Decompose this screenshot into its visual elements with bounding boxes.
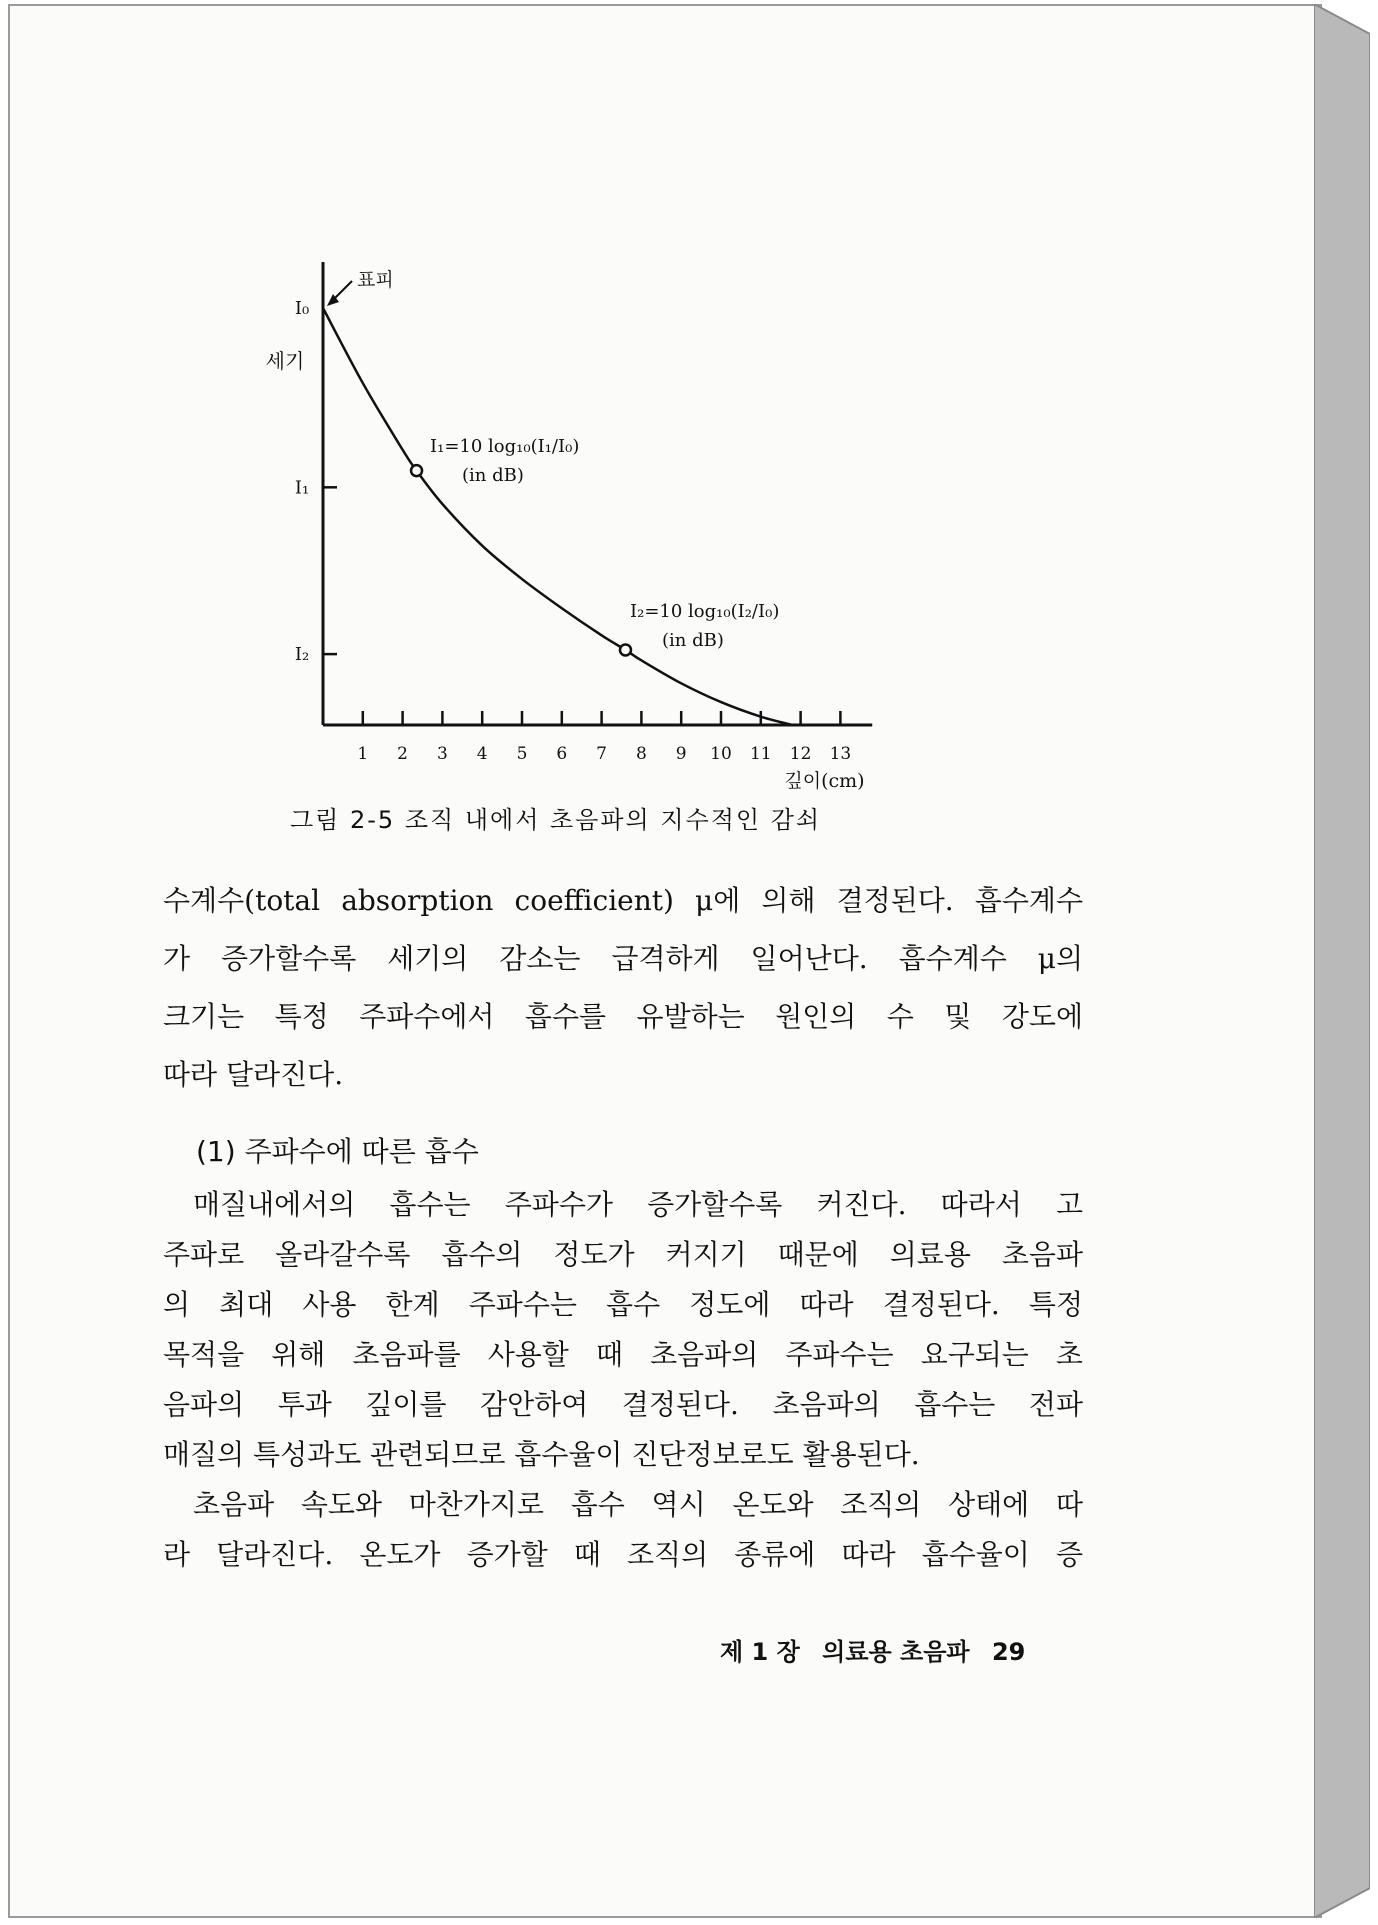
x-tick-label: 8 — [635, 744, 647, 764]
page-number: 29 — [991, 1638, 1026, 1666]
text-line: 크기는 특정 주파수에서 흡수를 유발하는 원인의 수 및 강도에 — [163, 1000, 1083, 1033]
chart-curve — [323, 269, 793, 725]
text-line: 음파의 투과 깊이를 감안하여 결정된다. 초음파의 흡수는 전파 — [163, 1388, 1083, 1421]
x-axis-label: 깊이(cm) — [784, 770, 865, 792]
x-tick-label: 7 — [596, 744, 608, 764]
y-tick-label: I₁ — [294, 477, 310, 499]
attenuation-chart — [0, 0, 1378, 800]
x-tick-label: 4 — [476, 744, 488, 764]
attenuation-curve — [323, 308, 793, 725]
x-tick-label: 13 — [829, 744, 852, 764]
point-label: I₂=10 log₁₀(I₂/I₀) — [630, 601, 780, 622]
text-line: 의 최대 사용 한계 주파수는 흡수 정도에 따라 결정된다. 특정 — [163, 1288, 1083, 1321]
paragraph-3 — [163, 1480, 1083, 1580]
text-line: 라 달라진다. 온도가 증가할 때 조직의 종류에 따라 흡수율이 증 — [163, 1538, 1083, 1571]
x-tick-label: 3 — [436, 744, 448, 764]
x-tick-label: 2 — [397, 744, 409, 764]
chart-axes — [266, 262, 873, 792]
text-line: 수계수(total absorption coefficient) μ에 의해 결정된다. 흡수계수 — [163, 884, 1083, 917]
x-tick-label: 11 — [749, 744, 772, 764]
x-tick-label: 5 — [516, 744, 528, 764]
footer-chapter: 제 1 장 — [720, 1638, 800, 1666]
text-line: 초음파 속도와 마찬가지로 흡수 역시 온도와 조직의 상태에 따 — [193, 1488, 1083, 1521]
x-tick-label: 12 — [789, 744, 812, 764]
footer-title: 의료용 초음파 — [822, 1638, 970, 1666]
chart-points — [411, 436, 779, 655]
chart-ticks — [295, 298, 851, 764]
page-footer — [720, 1632, 1039, 1667]
point-label: I₁=10 log₁₀(I₁/I₀) — [430, 436, 580, 457]
x-tick-label: 10 — [710, 744, 732, 764]
text-line: 매질의 특성과도 관련되므로 흡수율이 진단정보로도 활용된다. — [163, 1438, 920, 1471]
point-label-unit: (in dB) — [662, 630, 724, 651]
paragraph-1 — [163, 872, 1083, 1104]
text-line: 매질내에서의 흡수는 주파수가 증가할수록 커진다. 따라서 고 — [193, 1188, 1083, 1221]
point-marker — [411, 465, 422, 476]
section-heading: (1) 주파수에 따른 흡수 — [196, 1135, 479, 1168]
text-line: 주파로 올라갈수록 흡수의 정도가 커지기 때문에 의료용 초음파 — [163, 1238, 1083, 1271]
x-tick-label: 1 — [357, 744, 369, 764]
figure-caption: 그림 2-5 조직 내에서 초음파의 지수적인 감쇠 — [290, 806, 822, 834]
text-line: 목적을 위해 초음파를 사용할 때 초음파의 주파수는 요구되는 초 — [163, 1338, 1083, 1371]
y-tick-label: I₀ — [294, 298, 310, 319]
paragraph-2 — [163, 1180, 1083, 1480]
y-axis-label: 세기 — [265, 349, 305, 373]
text-line: 가 증가할수록 세기의 감소는 급격하게 일어난다. 흡수계수 μ의 — [163, 942, 1083, 975]
x-tick-label: 6 — [556, 744, 568, 764]
surface-label: 표피 — [357, 269, 394, 291]
x-tick-label: 9 — [675, 744, 687, 764]
point-marker — [620, 644, 631, 655]
point-label-unit: (in dB) — [462, 465, 524, 486]
y-tick-label: I₂ — [294, 644, 310, 666]
text-line: 따라 달라진다. — [163, 1058, 344, 1091]
